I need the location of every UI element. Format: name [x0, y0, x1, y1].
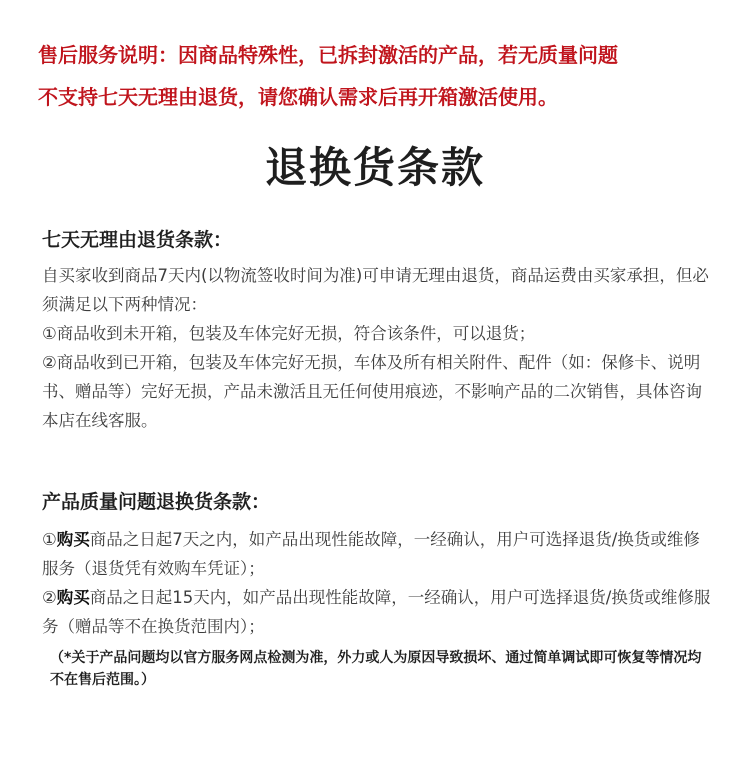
quality-issue-item-2	[42, 583, 712, 641]
item-1-text: 商品之日起7天之内，如产品出现性能故障，一经确认，用户可选择退货/换货或维修服务（退货凭有效购车凭证）；	[42, 530, 700, 578]
notice-line-1: 售后服务说明：因商品特殊性，已拆封激活的产品，若无质量问题	[38, 43, 618, 67]
item-2-prefix: ②	[42, 588, 57, 607]
quality-issue-heading: 产品质量问题退换货条款：	[42, 491, 271, 513]
seven-day-return-body	[42, 261, 712, 435]
seven-day-return-condition-2: ②商品收到已开箱，包装及车体完好无损，车体及所有相关附件、配件（如：保修卡、说明书、赠品等）完好无损，产品未激活且无任何使用痕迹，不影响产品的二次销售，具体咨询本店在线客服。	[42, 353, 702, 430]
seven-day-return-condition-1: ①商品收到未开箱，包装及车体完好无损，符合该条件，可以退货；	[42, 324, 536, 343]
item-2-text: 商品之日起15天内，如产品出现性能故障，一经确认，用户可选择退货/换货或维修服务（赠品等不在换货范围内）；	[42, 588, 711, 636]
item-1-emphasis: 购买	[56, 530, 90, 549]
item-2-emphasis: 购买	[56, 588, 90, 607]
quality-issue-body	[42, 525, 712, 641]
item-1-prefix: ①	[42, 530, 57, 549]
quality-issue-item-1	[42, 525, 712, 583]
page-title: 退换货条款	[264, 143, 485, 192]
after-sales-notice	[38, 34, 728, 118]
seven-day-return-paragraph: 自买家收到商品7天内(以物流签收时间为准)可申请无理由退货，商品运费由买家承担，但必须满足以下两种情况：	[42, 266, 709, 314]
notice-line-2: 不支持七天无理由退货，请您确认需求后再开箱激活使用。	[38, 85, 558, 109]
footnote-text: （*关于产品问题均以官方服务网点检测为准，外力或人为原因导致损坏、通过简单调试即可恢复等情况均不在售后范围。）	[50, 650, 702, 688]
footnote	[50, 647, 710, 691]
seven-day-return-heading: 七天无理由退货条款：	[42, 229, 233, 251]
